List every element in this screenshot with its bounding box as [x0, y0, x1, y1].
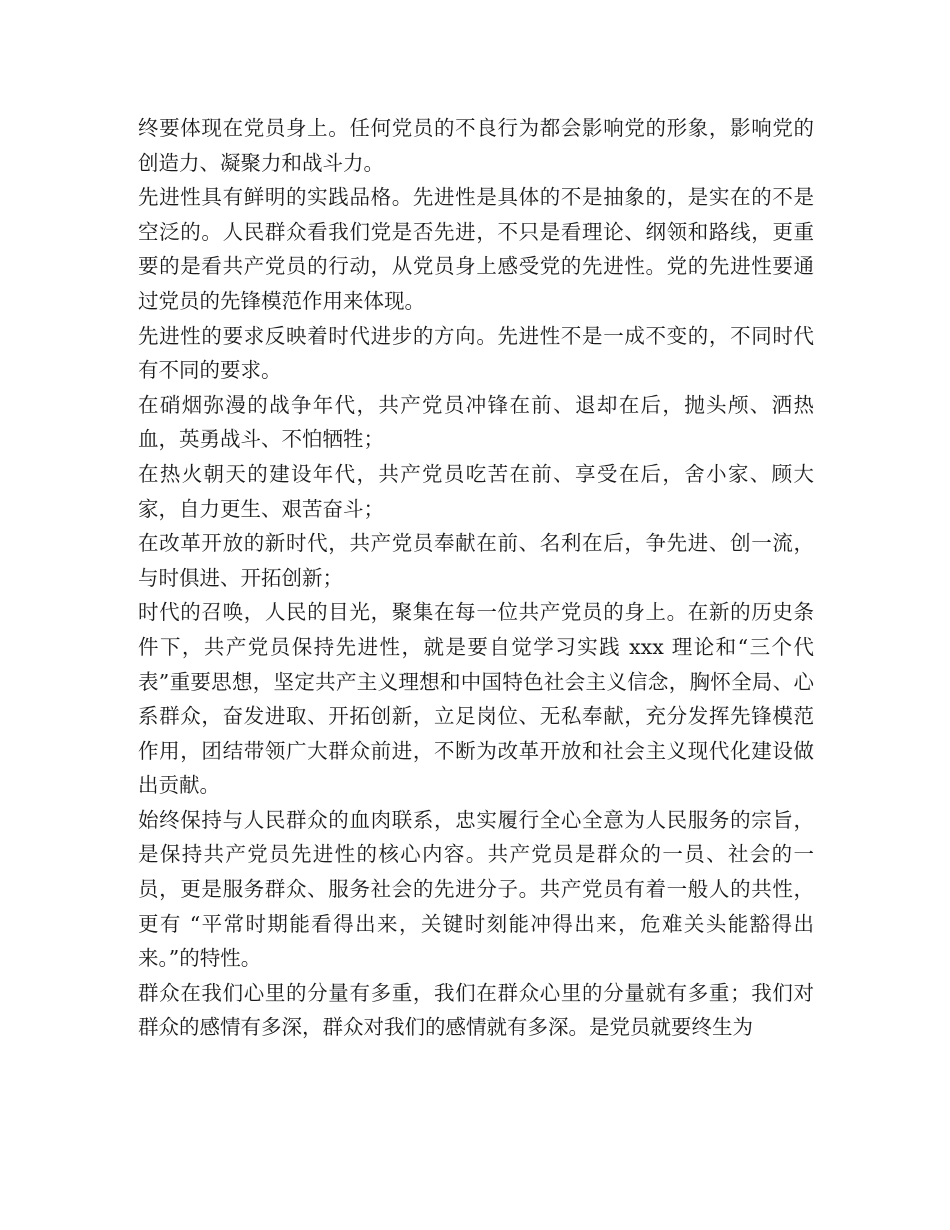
- paragraph: 始终保持与人民群众的血肉联系，忠实履行全心全意为人民服务的宗旨，是保持共产党员先进性的核心内容。共产党员是群众的一员、社会的一员，更是服务群众、服务社会的先进分子。共产党员有着一般人的共性，更有 “平常时期能看得出来，关键时刻能冲得出来，危难关头能豁得出来。”的特性。: [138, 807, 814, 971]
- paragraph: 终要体现在党员身上。任何党员的不良行为都会影响党的形象，影响党的创造力、凝聚力和战斗力。: [138, 116, 814, 175]
- paragraph: 先进性的要求反映着时代进步的方向。先进性不是一成不变的，不同时代有不同的要求。: [138, 323, 814, 383]
- paragraph: 群众在我们心里的分量有多重，我们在群众心里的分量就有多重；我们对群众的感情有多深，群众对我们的感情就有多深。是党员就要终生为: [138, 980, 814, 1040]
- paragraph: 时代的召唤，人民的目光，聚集在每一位共产党员的身上。在新的历史条件下，共产党员保持先进性，就是要自觉学习实践 xxx 理论和“三个代表”重要思想，坚定共产主义理想和中国特色社会主义信念，胸怀全局、心系群众，奋发进取、开拓创新，立足岗位、无私奉献，充分发挥先锋模范作用，团结带领广大群众前进，不断为改革开放和社会主义现代化建设做出贡献。: [138, 600, 814, 798]
- paragraph: 在热火朝天的建设年代，共产党员吃苦在前、享受在后，舍小家、顾大家，自力更生、艰苦奋斗；: [138, 461, 814, 521]
- paragraph: 先进性具有鲜明的实践品格。先进性是具体的不是抽象的，是实在的不是空泛的。人民群众看我们党是否先进，不只是看理论、纲领和路线，更重要的是看共产党员的行动，从党员身上感受党的先进性。党的先进性要通过党员的先锋模范作用来体现。: [138, 185, 814, 313]
- paragraph: 在改革开放的新时代，共产党员奉献在前、名利在后，争先进、创一流，与时俱进、开拓创新；: [138, 531, 814, 590]
- document-body: [138, 111, 814, 1045]
- paragraph: 在硝烟弥漫的战争年代，共产党员冲锋在前、退却在后，抛头颅、洒热血，英勇战斗、不怕牺牲；: [138, 392, 814, 452]
